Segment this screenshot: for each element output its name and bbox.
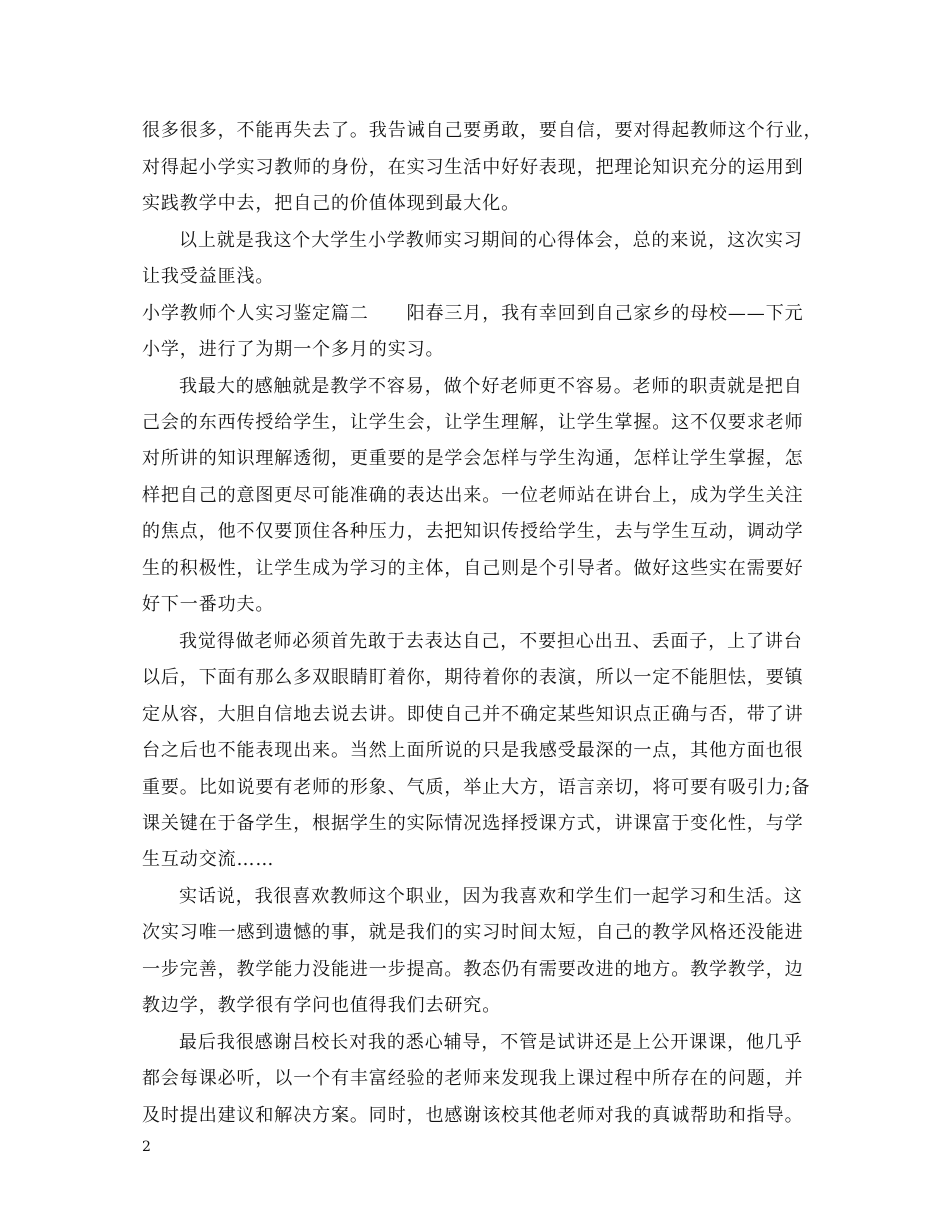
text-line: 课关键在于备学生，根据学生的实际情况选择授课方式，讲课富于变化性，与学 xyxy=(142,813,804,834)
text-line: 实话说，我很喜欢教师这个职业，因为我喜欢和学生们一起学习和生活。这 xyxy=(179,886,803,907)
section-heading-line: 小学教师个人实习鉴定篇二 阳春三月，我有幸回到自己家乡的母校——下元 xyxy=(142,303,804,324)
text-line: 我觉得做老师必须首先敢于去表达自己，不要担心出丑、丢面子，上了讲台 xyxy=(179,631,803,652)
text-line: 最后我很感谢吕校长对我的悉心辅导，不管是试讲还是上公开课课，他几乎 xyxy=(179,1032,803,1053)
text-line: 以上就是我这个大学生小学教师实习期间的心得体会，总的来说，这次实习 xyxy=(179,230,803,251)
page-number: 2 xyxy=(142,1139,151,1155)
text-line: 以后，下面有那么多双眼睛盯着你，期待着你的表演，所以一定不能胆怯，要镇 xyxy=(142,667,804,688)
text-line: 及时提出建议和解决方案。同时，也感谢该校其他老师对我的真诚帮助和指导。 xyxy=(142,1105,804,1126)
text-line: 很多很多，不能再失去了。我告诫自己要勇敢，要自信，要对得起教师这个行业， xyxy=(142,120,823,141)
text-line: 台之后也不能表现出来。当然上面所说的只是我感受最深的一点，其他方面也很 xyxy=(142,740,804,761)
text-line: 重要。比如说要有老师的形象、气质，举止大方，语言亲切，将可要有吸引力;备 xyxy=(142,777,811,798)
text-line: 次实习唯一感到遗憾的事，就是我们的实习时间太短，自己的教学风格还没能进 xyxy=(142,922,804,943)
text-line: 一步完善，教学能力没能进一步提高。教态仍有需要改进的地方。教学教学，边 xyxy=(142,959,804,980)
text-line: 样把自己的意图更尽可能准确的表达出来。一位老师站在讲台上，成为学生关注 xyxy=(142,485,804,506)
text-line: 让我受益匪浅。 xyxy=(142,266,275,287)
text-line: 定从容，大胆自信地去说去讲。即使自己并不确定某些知识点正确与否，带了讲 xyxy=(142,704,804,725)
text-line: 对所讲的知识理解透彻，更重要的是学会怎样与学生沟通，怎样让学生掌握，怎 xyxy=(142,448,804,469)
text-line: 己会的东西传授给学生，让学生会，让学生理解，让学生掌握。这不仅要求老师 xyxy=(142,412,804,433)
text-line: 生互动交流…… xyxy=(142,849,275,870)
text-line: 我最大的感触就是教学不容易，做个好老师更不容易。老师的职责就是把自 xyxy=(179,376,803,397)
text-line: 对得起小学实习教师的身份，在实习生活中好好表现，把理论知识充分的运用到 xyxy=(142,157,804,178)
text-line: 生的积极性，让学生成为学习的主体，自己则是个引导者。做好这些实在需要好 xyxy=(142,558,804,579)
text-line: 教边学，教学很有学问也值得我们去研究。 xyxy=(142,995,502,1016)
text-line: 的焦点，他不仅要顶住各种压力，去把知识传授给学生，去与学生互动，调动学 xyxy=(142,521,804,542)
text-line: 小学，进行了为期一个多月的实习。 xyxy=(142,339,445,360)
text-line: 都会每课必听，以一个有丰富经验的老师来发现我上课过程中所存在的问题，并 xyxy=(142,1068,804,1089)
text-line: 实践教学中去，把自己的价值体现到最大化。 xyxy=(142,193,520,214)
text-line: 好下一番功夫。 xyxy=(142,594,275,615)
